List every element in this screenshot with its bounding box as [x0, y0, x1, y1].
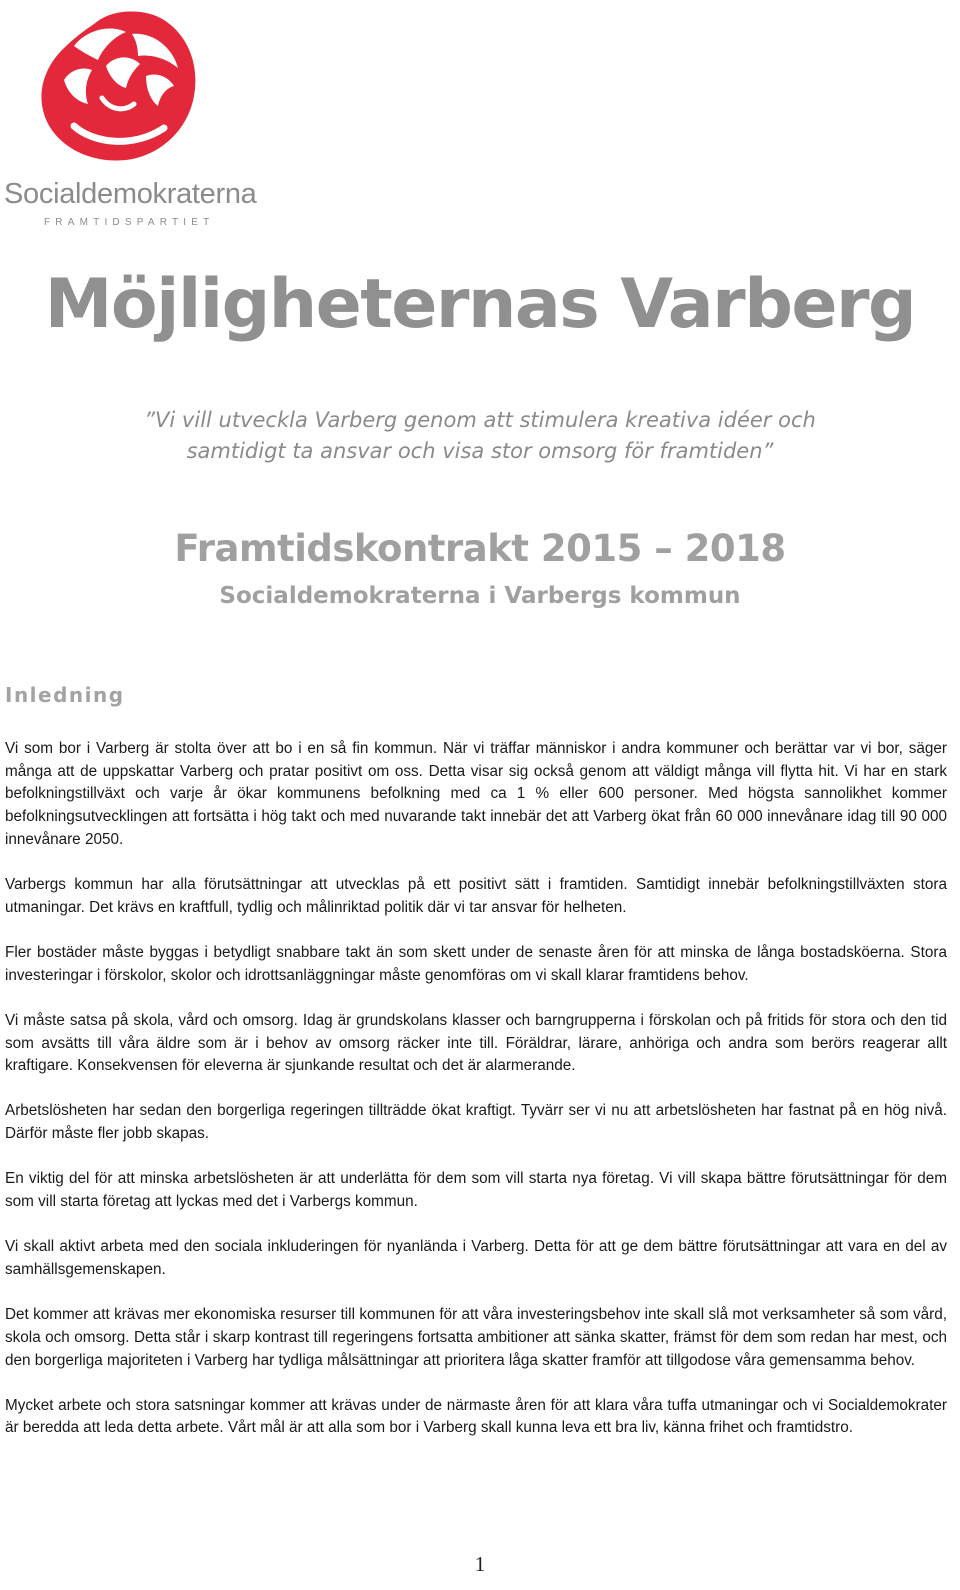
section-heading: Inledning	[5, 683, 125, 707]
rose-icon	[34, 6, 204, 171]
paragraph: Mycket arbete och stora satsningar kommer att krävas under de närmaste åren för att klara våra tuffa utmaningar och vi Socialdemokrater är beredda att leda detta arbete. Vårt mål är att alla som bor i Varberg skall kunna leva ett bra liv, känna frihet och framtidstro.	[5, 1396, 947, 1437]
page-number: 1	[474, 1552, 486, 1576]
party-logo	[4, 6, 257, 228]
paragraph: Det kommer att krävas mer ekonomiska resurser till kommunen för att våra investeringsbehov inte skall slå mot verksamheter så som vård, skola och omsorg. Detta står i skarp kontrast till regeringens fortsatta ambitioner att sänka skatter, främst för dem som redan har mest, och den borgerliga majoriteten i Varberg har tydliga målsättningar att prioritera låga skatter framför att tillgodose våra gemensamma behov.	[5, 1306, 947, 1369]
quote-line: ”Vi vill utveckla Varberg genom att stimulera kreativa idéer och	[144, 408, 816, 432]
quote-line: samtidigt ta ansvar och visa stor omsorg för framtiden”	[186, 439, 774, 463]
paragraph: Vi som bor i Varberg är stolta över att bo i en så fin kommun. När vi träffar människor i andra kommuner och berättar var vi bor, säger många att de uppskattar Varberg och pratar positivt om oss. Detta visar sig också genom att väldigt många vill flytta hit. Vi har en stark befolkningstillväxt och varje år ökar kommunens befolkning med ca 1 % eller 600 personer. Med högsta sannolikhet kommer befolkningsutvecklingen att fortsätta i hög takt och med nuvarande takt innebär det att Varberg ökat från 60 000 innevånare idag till 90 000 innevånare 2050.	[5, 740, 947, 848]
document-quote	[0, 405, 960, 467]
contract-subtitle: Socialdemokraterna i Varbergs kommun	[219, 583, 741, 609]
paragraph: Vi måste satsa på skola, vård och omsorg. Idag är grundskolans klasser och barngrupperna i förskolan och på fritids för stora och den tid som avsätts till våra äldre som är i behov av omsorg räcker inte till. Föräldrar, lärare, anhöriga och andra som berörs reagerar allt kraftigare. Konsekvensen för eleverna är sjunkande resultat och det är alarmerande.	[5, 1011, 947, 1075]
paragraph: Arbetslösheten har sedan den borgerliga regeringen tillträdde ökat kraftigt. Tyvärr ser vi nu att arbetslösheten har fastnat på en hög nivå. Därför måste fler jobb skapas.	[5, 1102, 947, 1143]
paragraph: En viktig del för att minska arbetslösheten är att underlätta för dem som vill starta nya företag. Vi vill skapa bättre förutsättningar för dem som vill starta företag att lyckas med det i Varbergs kommun.	[5, 1170, 947, 1211]
contract-title: Framtidskontrakt 2015 – 2018	[174, 527, 786, 570]
logo-tagline: FRAMTIDSPARTIET	[44, 217, 215, 228]
paragraph: Vi skall aktivt arbeta med den sociala inkluderingen för nyanlända i Varberg. Detta för att ge dem bättre förutsättningar att vara en del av samhällsgemenskapen.	[5, 1238, 947, 1278]
paragraph: Fler bostäder måste byggas i betydligt snabbare takt än som skett under de senaste åren för att minska de långa bostadsköerna. Stora investeringar i förskolor, skolor och idrottsanläggningar måste genomföras om vi skall klarar framtidens behov.	[5, 943, 947, 984]
paragraph: Varbergs kommun har alla förutsättningar att utvecklas på ett positivt sätt i framtiden. Samtidigt innebär befolkningstillväxten stora utmaningar. Det krävs en kraftfull, tydlig och målinriktad politik där vi tar ansvar för helheten.	[5, 876, 947, 916]
logo-wordmark: Socialdemokraterna	[4, 178, 257, 210]
body-text	[5, 738, 947, 1463]
document-title: Möjligheternas Varberg	[44, 265, 916, 344]
